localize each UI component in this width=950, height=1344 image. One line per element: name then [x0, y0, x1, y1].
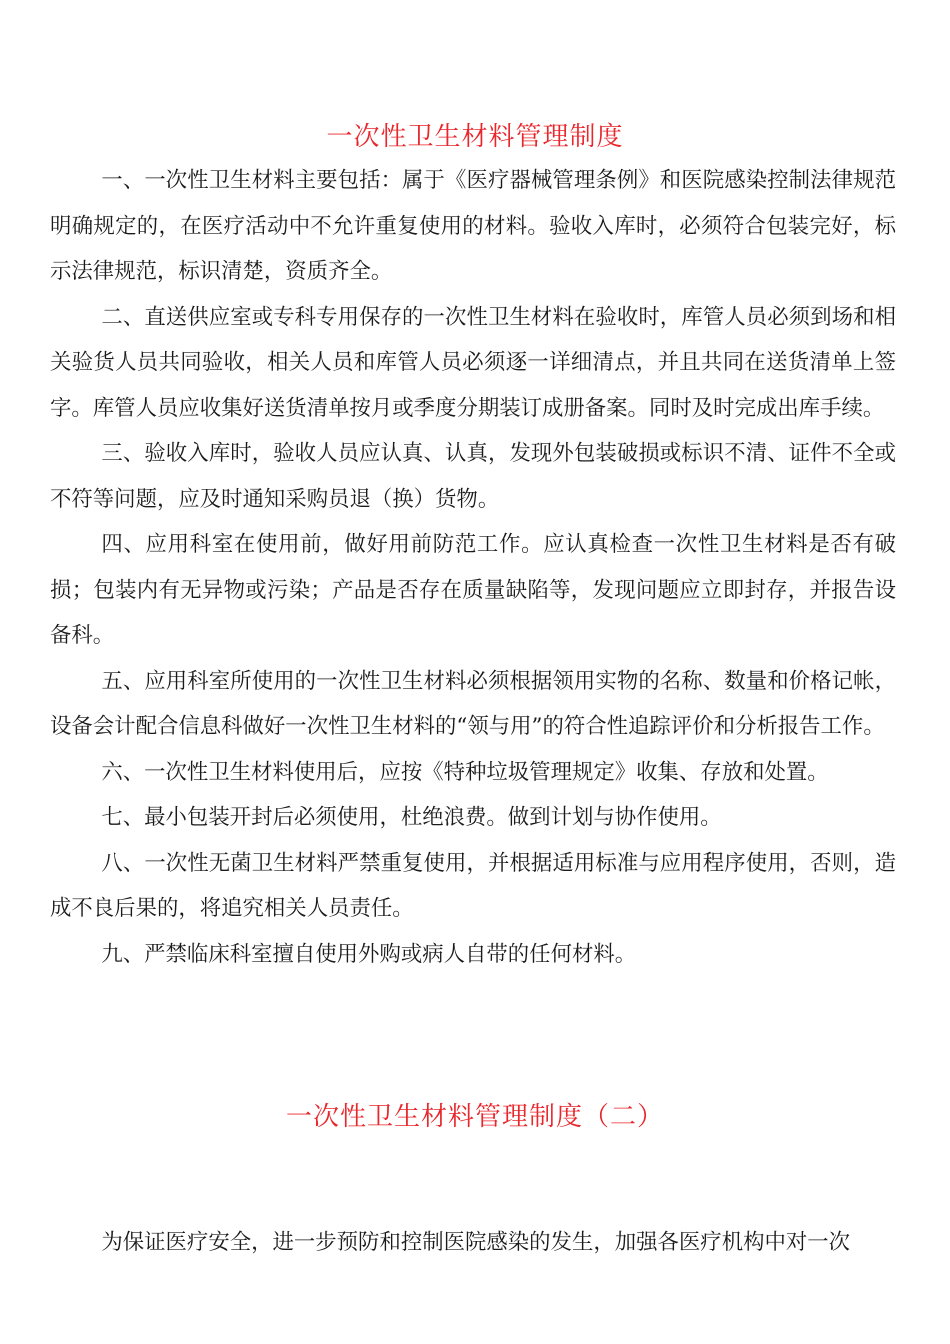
document-title: 一次性卫生材料管理制度 — [326, 122, 624, 152]
paragraph-3: 三、验收入库时，验收人员应认真、认真，发现外包装破损或标识不清、证件不全或不符等问题，应及时通知采购员退（换）货物。 — [50, 441, 896, 512]
section-title-2: 一次性卫生材料管理制度（二） — [285, 1102, 664, 1132]
paragraph-1: 一、一次性卫生材料主要包括：属于《医疗器械管理条例》和医院感染控制法律规范明确规定的，在医疗活动中不允许重复使用的材料。验收入库时，必须符合包装完好，标示法律规范，标识清楚，资质齐全。 — [50, 168, 896, 284]
paragraph-4: 四、应用科室在使用前，做好用前防范工作。应认真检查一次性卫生材料是否有破损；包装内有无异物或污染；产品是否存在质量缺陷等，发现问题应立即封存，并报告设备科。 — [50, 532, 896, 648]
document-body-2 — [50, 1220, 896, 1266]
paragraph-8: 八、一次性无菌卫生材料严禁重复使用，并根据适用标准与应用程序使用，否则，造成不良后果的，将追究相关人员责任。 — [50, 850, 896, 921]
paragraph-7: 七、最小包装开封后必须使用，杜绝浪费。做到计划与协作使用。 — [101, 805, 722, 830]
paragraph-2: 二、直送供应室或专科专用保存的一次性卫生材料在验收时，库管人员必须到场和相关验货人员共同验收，相关人员和库管人员必须逐一详细清点，并且共同在送货清单上签字。库管人员应收集好送货清单按月或季度分期装订成册备案。同时及时完成出库手续。 — [50, 304, 896, 421]
paragraph-intro-2: 为保证医疗安全，进一步预防和控制医院感染的发生，加强各医疗机构中对一次 — [101, 1230, 851, 1255]
paragraph-5: 五、应用科室所使用的一次性卫生材料必须根据领用实物的名称、数量和价格记帐，设备会计配合信息科做好一次性卫生材料的“领与用”的符合性追踪评价和分析报告工作。 — [50, 668, 896, 739]
paragraph-9: 九、严禁临床科室擅自使用外购或病人自带的任何材料。 — [101, 941, 637, 967]
paragraph-6: 六、一次性卫生材料使用后，应按《特种垃圾管理规定》收集、存放和处置。 — [101, 759, 829, 785]
document-body — [50, 158, 896, 977]
